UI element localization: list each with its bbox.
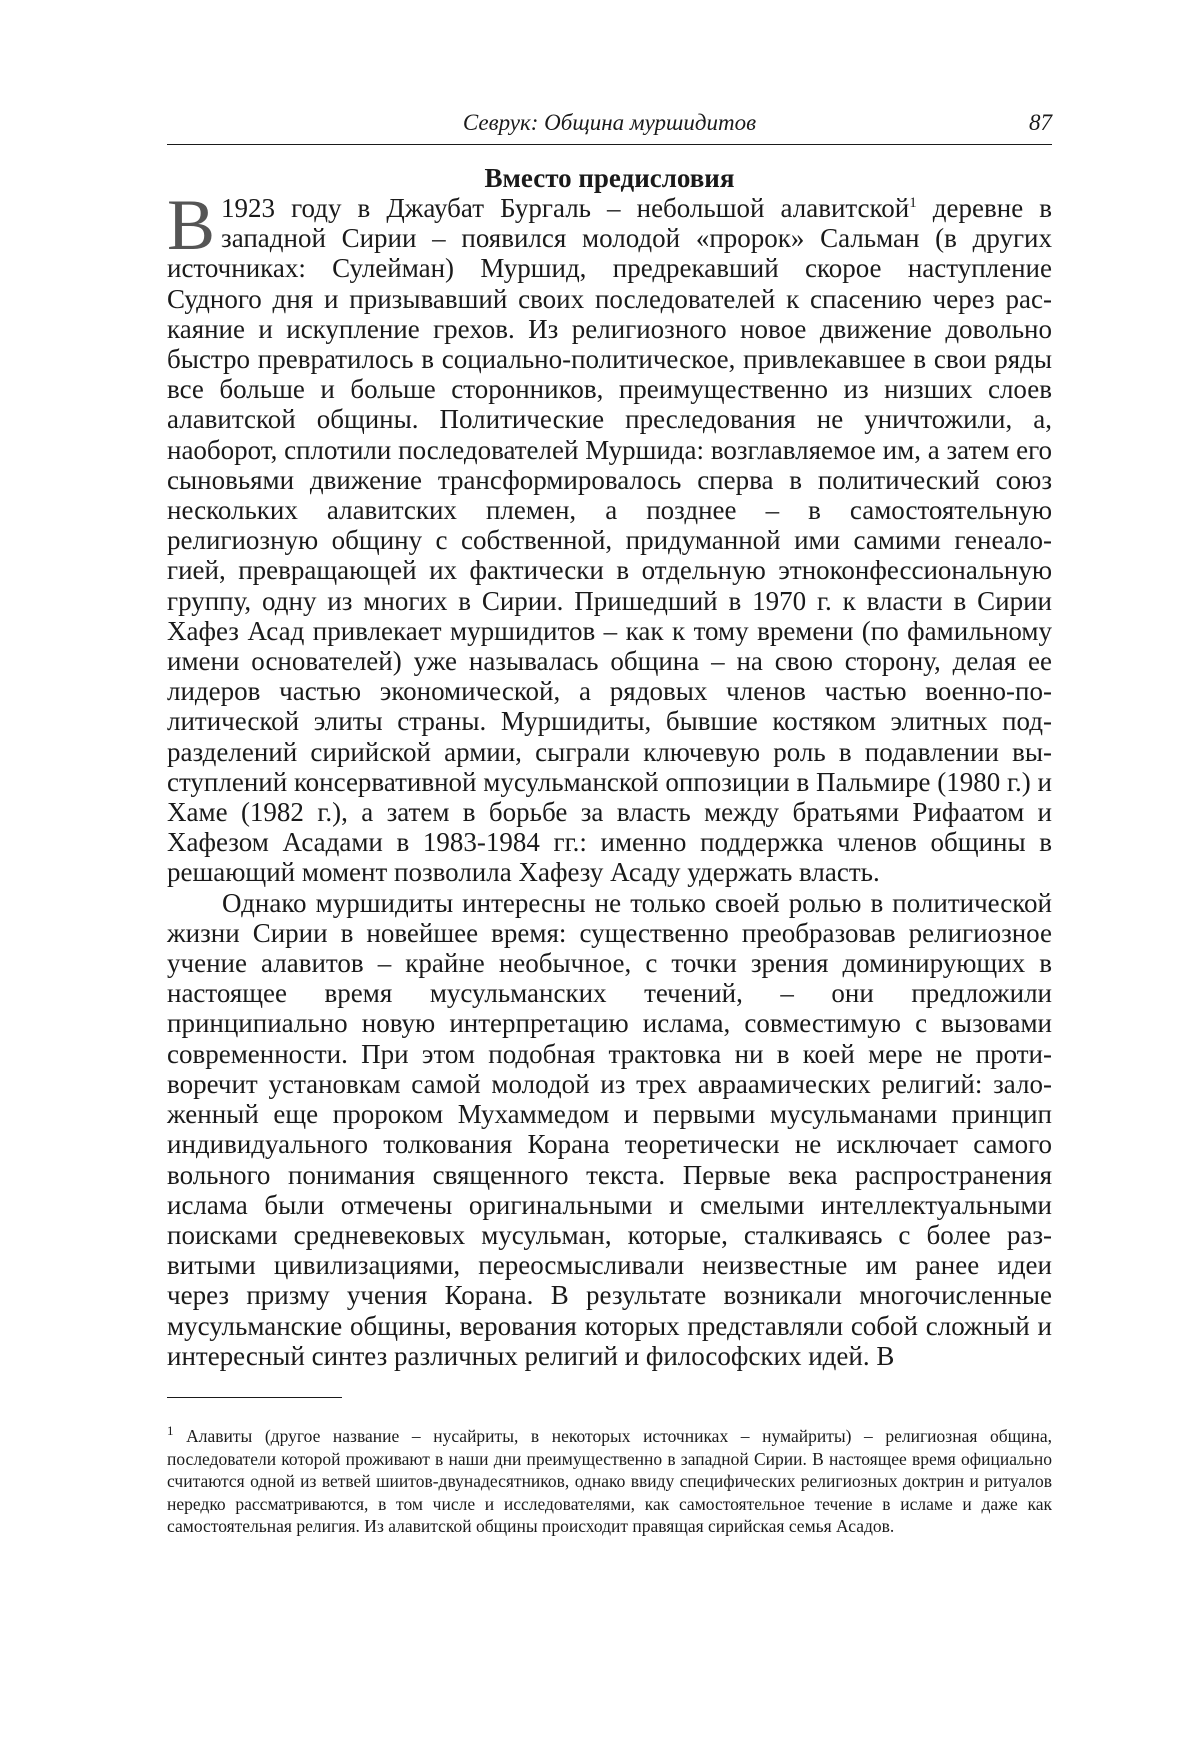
book-page — [167, 0, 1052, 1747]
paragraph-1 — [167, 185, 1052, 888]
main-text — [167, 163, 1052, 1371]
footnote-marker: 1 — [167, 1423, 174, 1439]
page-number: 87 — [1029, 110, 1052, 135]
footnote-reference[interactable]: 1 — [909, 195, 917, 211]
drop-cap: В — [167, 185, 216, 265]
footnote-text: Алавиты (другое название – нусайриты, в некоторых источниках – нумайриты) – религиозная община, последователи которой проживают в наши дни преимущественно в западной Сирии. В настоящее время официально считаются одной из ветвей шиитов-двунадесятников, однако ввиду специфических религиозных доктрин и ритуалов нередко рассматриваются, в том числе и исследователями, как самостоятельное течение в исламе и даже как самостоятельная религия. Из алавитской общины происходит правящая сирийская семья Асадов. — [167, 1426, 1052, 1536]
paragraph-1-text-start: 1923 году в Джаубат Бургаль – небольшой алавитской — [221, 193, 910, 223]
footnote-divider — [167, 1397, 342, 1398]
paragraph-1-text-rest: деревне в западной Сирии – появился молодой «пророк» Сальман (в других источниках: Сулейман) Муршид, предрекавший скорое наступление Судного дня и призывавший своих последователей к спасению через раскаяние и искупление грехов. Из религиозного новое движение довольно быстро превратилось в социально-политическое, привлекавшее в свои ряды все больше и больше сторонников, преимущественно из низших слоев алавитской общины. Политические преследования не уничтожили, а, наоборот, сплотили последователей Муршида: возглавляемое им, а затем его сыновьями движение трансформировалось сперва в политический союз нескольких алавитских племен, а позднее – в самостоятельную религиозную общину с собственной, придуманной ими самими генеалогией, превращающей их фактически в отдельную этноконфессиональную группу, одну из многих в Сирии. Пришедший в 1970 г. к власти в Сирии Хафез Асад привлекает муршидитов – как к тому времени (по фамильному имени основателей) уже называлась община – на свою сторону, делая ее лидеров частью экономической, а рядовых членов частью военно-политической элиты страны. Муршидиты, бывшие костяком элитных подразделений сирийской армии, сыграли ключевую роль в подавлении выступлений консервативной мусульманской оппозиции в Пальмире (1980 г.) и Хаме (1982 г.), а затем в борьбе за власть между братьями Рифаатом и Хафезом Асадами в 1983-1984 гг.: именно поддержка членов общины в решающий момент позволила Хафезу Асаду удержать власть. — [167, 193, 1052, 888]
paragraph-2: Однако муршидиты интересны не только своей ролью в политической жизни Сирии в новейшее время: существенно преобразовав религиозное учение алавитов – крайне необычное, с точки зрения доминирующих в настоящее время мусульманских течений, – они предложили принципиально новую интерпретацию ислама, совместимую с вызовами современности. При этом подобная трактовка ни в коей мере не противоречит установкам самой молодой из трех авраамических религий: заложенный еще пророком Мухаммедом и первыми мусульманами принцип индивидуального толкования Корана теоретически не исключает самого вольного понимания священного текста. Первые века распространения ислама были отмечены оригинальными и смелыми интеллектуальными поисками средневековых мусульман, которые, сталкиваясь с более развитыми цивилизациями, переосмысливали неизвестные им ранее идеи через призму учения Корана. В результате возникали многочисленные мусульманские общины, верования которых представляли собой сложный и интересный синтез различных религий и философских идей. В — [167, 887, 1052, 1371]
footnote — [167, 1425, 1052, 1538]
running-title: Севрук: Община муршидитов — [462, 110, 757, 135]
section-title: Вместо предисловия — [484, 163, 735, 193]
running-head — [167, 108, 1052, 145]
